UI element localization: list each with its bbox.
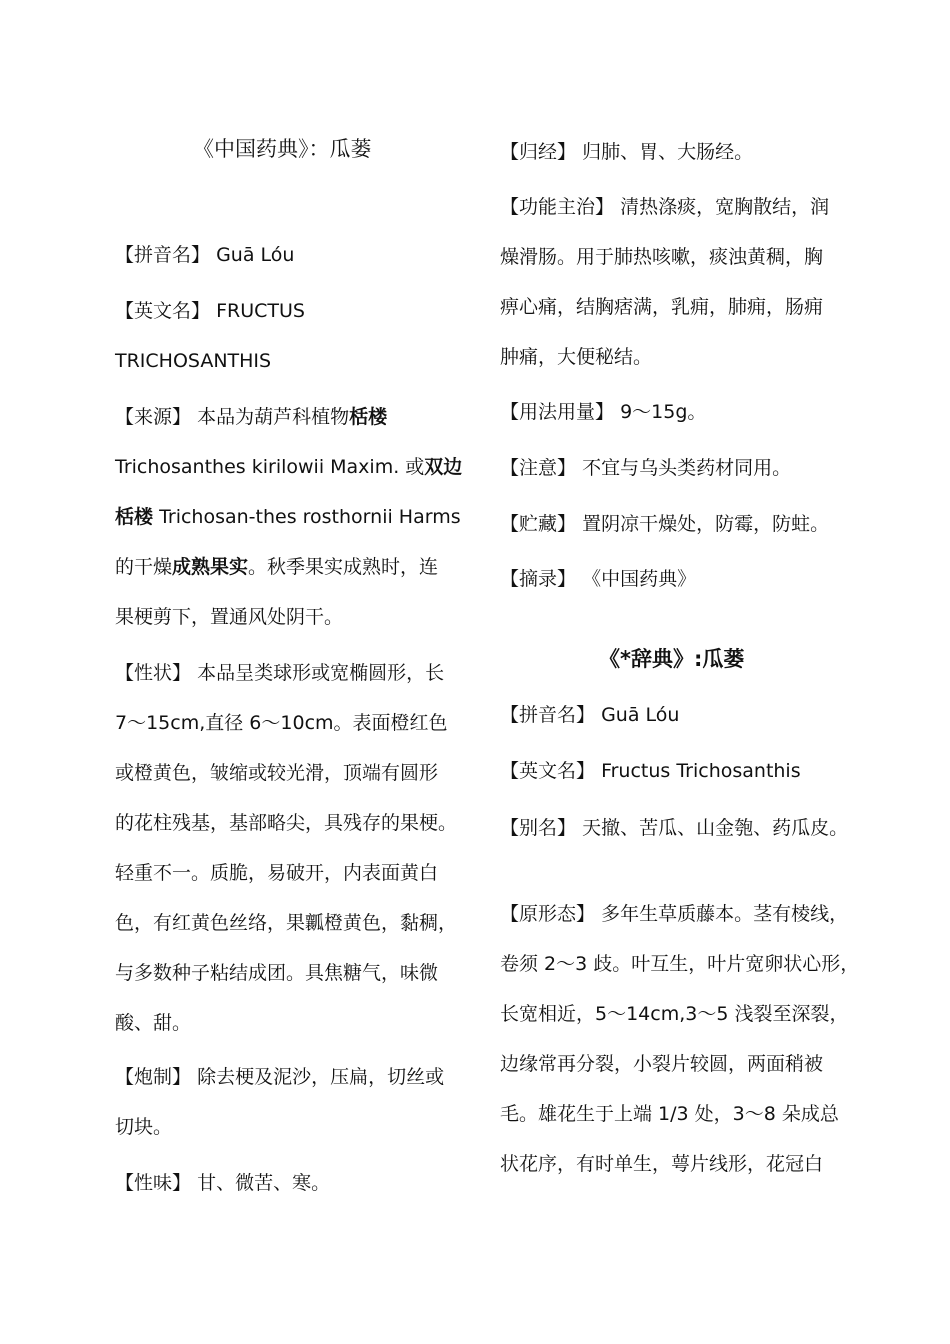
english-name-continued: TRICHOSANTHIS	[115, 350, 272, 372]
pinyin-value: Guā Lóu	[601, 704, 680, 726]
meridian-label: 【归经】	[500, 141, 577, 163]
function-line-1	[500, 195, 829, 219]
storage-label: 【贮藏】	[500, 513, 577, 535]
morphology-line-1	[500, 902, 848, 926]
processing-line-2: 切块。	[115, 1116, 173, 1138]
pinyin-label: 【拼音名】	[500, 704, 596, 726]
morphology-line-3: 长宽相近，5～14cm,3～5 浅裂至深裂，	[500, 1003, 849, 1025]
morphology-line-4: 边缘常再分裂，小裂片较圆，两面稍被	[500, 1053, 824, 1075]
morphology-text: 多年生草质藤本。茎有棱线，	[601, 903, 849, 925]
traits-line-1	[115, 661, 444, 685]
processing-label: 【炮制】	[115, 1066, 192, 1088]
function-line-3: 痹心痛，结胸痞满，乳痈，肺痈，肠痈	[500, 296, 824, 318]
english-name-value: FRUCTUS	[216, 300, 305, 322]
dosage-label: 【用法用量】	[500, 401, 615, 423]
pinyin-value: Guā Lóu	[216, 244, 295, 266]
source-line-4	[115, 555, 438, 579]
caution-row	[500, 456, 791, 480]
taste-value: 甘、微苦、寒。	[197, 1172, 331, 1194]
english-name-value: Fructus Trichosanthis	[601, 760, 801, 782]
source-text: Trichosanthes kirilowii Maxim. 或	[115, 456, 425, 478]
taste-label: 【性味】	[115, 1172, 192, 1194]
source-bold-term: 栝楼	[349, 406, 388, 428]
section-title: 《*辞典》:瓜蒌	[599, 647, 745, 671]
alias-label: 【别名】	[500, 817, 577, 839]
dosage-row	[500, 400, 706, 424]
source-bold-term: 栝楼	[115, 506, 154, 528]
taste-row	[115, 1171, 330, 1195]
function-line-2: 燥滑肠。用于肺热咳嗽，痰浊黄稠，胸	[500, 246, 824, 268]
source-line-3	[115, 505, 461, 529]
source-line-2	[115, 455, 462, 479]
morphology-line-5: 毛。雄花生于上端 1/3 处，3～8 朵成总	[500, 1103, 839, 1125]
function-line-4: 肿痛，大便秘结。	[500, 346, 653, 368]
source-line-5: 果梗剪下，置通风处阴干。	[115, 606, 344, 628]
traits-line-3: 或橙黄色，皱缩或较光滑，顶端有圆形	[115, 762, 439, 784]
caution-value: 不宜与乌头类药材同用。	[582, 457, 792, 479]
english-name-row-2	[500, 759, 801, 783]
processing-text: 除去梗及泥沙，压扁，切丝或	[197, 1066, 445, 1088]
traits-line-5: 轻重不一。质脆，易破开，内表面黄白	[115, 862, 439, 884]
excerpt-label: 【摘录】	[500, 568, 577, 590]
function-text: 清热涤痰，宽胸散结，润	[620, 196, 830, 218]
traits-text: 本品呈类球形或宽椭圆形，长	[197, 662, 445, 684]
processing-line-1	[115, 1065, 444, 1089]
source-bold-term: 双边	[424, 456, 463, 478]
caution-label: 【注意】	[500, 457, 577, 479]
excerpt-row	[500, 567, 696, 591]
storage-row	[500, 512, 829, 536]
source-label: 【来源】	[115, 406, 192, 428]
source-line-1	[115, 405, 387, 429]
alias-value: 天撤、苦瓜、山金匏、药瓜皮。	[582, 817, 849, 839]
page-title: 《中国药典》：瓜蒌	[193, 137, 372, 161]
morphology-label: 【原形态】	[500, 903, 596, 925]
english-name-label: 【英文名】	[115, 300, 211, 322]
morphology-line-6: 状花序，有时单生，萼片线形，花冠白	[500, 1153, 824, 1175]
pinyin-row	[115, 243, 294, 267]
english-name-row	[115, 299, 305, 323]
meridian-value: 归肺、胃、大肠经。	[582, 141, 754, 163]
traits-line-7: 与多数种子粘结成团。具焦糖气，味微	[115, 962, 439, 984]
source-bold-term: 成熟果实	[172, 556, 249, 578]
alias-row	[500, 816, 848, 840]
excerpt-value: 《中国药典》	[582, 568, 697, 590]
traits-line-8: 酸、甜。	[115, 1012, 192, 1034]
source-text: 。秋季果实成熟时，连	[248, 556, 439, 578]
meridian-row	[500, 140, 753, 164]
traits-line-6: 色，有红黄色丝络，果瓤橙黄色，黏稠，	[115, 912, 458, 934]
english-name-label: 【英文名】	[500, 760, 596, 782]
pinyin-row-2	[500, 703, 679, 727]
source-text: 本品为葫芦科植物	[197, 406, 350, 428]
morphology-line-2: 卷须 2～3 歧。叶互生，叶片宽卵状心形，	[500, 953, 860, 975]
traits-line-4: 的花柱残基，基部略尖，具残存的果梗。	[115, 812, 458, 834]
storage-value: 置阴凉干燥处，防霉，防蛀。	[582, 513, 830, 535]
function-label: 【功能主治】	[500, 196, 615, 218]
pinyin-label: 【拼音名】	[115, 244, 211, 266]
dosage-value: 9～15g。	[620, 401, 707, 423]
source-text: Trichosan-thes rosthornii Harms	[159, 506, 461, 528]
source-text: 的干燥	[115, 556, 173, 578]
traits-line-2: 7～15cm,直径 6～10cm。表面橙红色	[115, 712, 448, 734]
traits-label: 【性状】	[115, 662, 192, 684]
